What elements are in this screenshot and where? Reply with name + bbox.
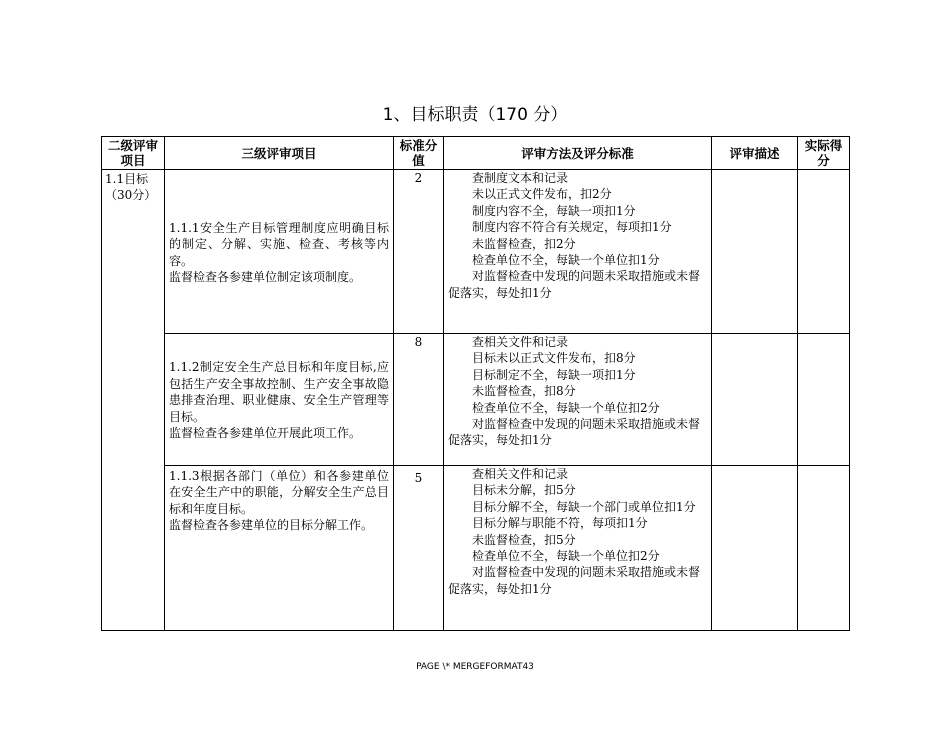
level3-item-cell (165, 466, 394, 631)
description-cell[interactable] (712, 466, 798, 631)
method-line: 查相关文件和记录 (472, 467, 569, 481)
method-line: 目标未以正式文件发布，扣8分 (472, 351, 636, 366)
item-text: 1.1.3根据各部门（单位）和各参建单位在安全生产中的职能，分解安全生产总目标和年度目标。 (169, 469, 389, 516)
item-text: 1.1.2制定安全生产总目标和年度目标,应包括生产安全事故控制、生产安全事故隐患排查治理、职业健康、安全生产管理等目标。 (169, 360, 389, 424)
method-line: 目标分解与职能不符，每项扣1分 (472, 516, 648, 531)
method-line: 对监督检查中发现的问题未采取措施或未督促落实，每处扣1分 (448, 417, 701, 448)
method-line: 检查单位不全，每缺一个单位扣2分 (472, 549, 660, 564)
standard-score-cell: 8 (394, 334, 444, 466)
description-cell[interactable] (712, 170, 798, 334)
header-actual-score: 实际得分 (798, 137, 850, 170)
page-footer: PAGE \* MERGEFORMAT43 (416, 662, 534, 672)
actual-score-cell[interactable] (798, 466, 850, 631)
level2-item-cell: 1.1目标（30分） (102, 170, 165, 631)
method-line: 目标分解不全，每缺一个部门或单位扣1分 (472, 499, 696, 514)
method-line: 检查单位不全，每缺一个单位扣1分 (472, 253, 660, 268)
item-text: 监督检查各参建单位制定该项制度。 (169, 269, 362, 284)
method-line: 目标未分解，扣5分 (472, 483, 576, 498)
method-line: 查相关文件和记录 (472, 335, 569, 349)
header-level3-item: 三级评审项目 (165, 137, 394, 170)
level3-item-cell (165, 170, 394, 334)
method-line: 制度内容不全，每缺一项扣1分 (472, 203, 636, 218)
item-text: 监督检查各参建单位开展此项工作。 (169, 426, 362, 441)
method-line: 查制度文本和记录 (472, 171, 569, 185)
item-text: 1.1.1安全生产目标管理制度应明确目标的制定、分解、实施、检查、考核等内容。 (169, 220, 389, 268)
header-description: 评审描述 (712, 137, 798, 170)
evaluation-table (101, 136, 850, 631)
page-title: 1、目标职责（170 分） (382, 105, 568, 125)
method-line: 未监督检查，扣8分 (472, 384, 576, 399)
method-line: 制度内容不符合有关规定，每项扣1分 (472, 220, 672, 235)
method-line: 未监督检查，扣5分 (472, 532, 576, 547)
description-cell[interactable] (712, 334, 798, 466)
method-cell (444, 170, 712, 334)
table-row (102, 334, 850, 466)
method-line: 目标制定不全，每缺一项扣1分 (472, 367, 636, 382)
method-line: 未监督检查，扣2分 (472, 236, 576, 251)
method-line: 检查单位不全，每缺一个单位扣2分 (472, 400, 660, 415)
standard-score-cell: 2 (394, 170, 444, 334)
method-line: 未以正式文件发布，扣2分 (472, 187, 612, 202)
method-line: 对监督检查中发现的问题未采取措施或未督促落实，每处扣1分 (448, 269, 701, 300)
actual-score-cell[interactable] (798, 334, 850, 466)
table-row (102, 170, 850, 334)
actual-score-cell[interactable] (798, 170, 850, 334)
item-text: 监督检查各参建单位的目标分解工作。 (169, 518, 374, 533)
header-standard-score: 标准分值 (394, 137, 444, 170)
standard-score-cell: 5 (394, 466, 444, 631)
level3-item-cell (165, 334, 394, 466)
method-line: 对监督检查中发现的问题未采取措施或未督促落实，每处扣1分 (448, 565, 701, 596)
header-method: 评审方法及评分标准 (444, 137, 712, 170)
header-level2-item: 二级评审项目 (102, 137, 165, 170)
method-cell (444, 466, 712, 631)
table-row (102, 466, 850, 631)
method-cell (444, 334, 712, 466)
table-header-row (102, 137, 850, 170)
